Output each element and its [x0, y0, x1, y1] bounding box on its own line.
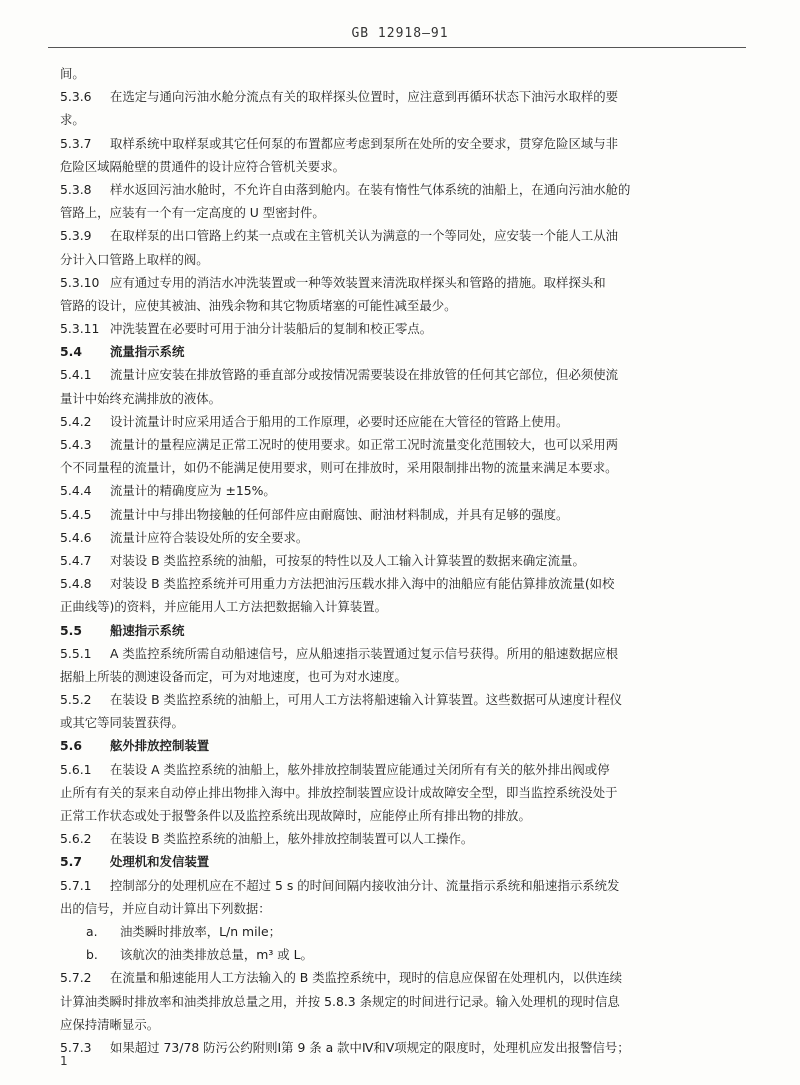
clause-number: 5.7.3 — [60, 1039, 92, 1055]
text-line — [60, 201, 728, 224]
clause-number: 5.5 — [60, 622, 82, 638]
clause-text: 应有通过专用的消洁水冲洗装置或一种等效装置来清洗取样探头和管路的措施。取样探头和 — [110, 274, 606, 290]
clause-text: 出的信号，并应自动计算出下列数据： — [60, 900, 271, 916]
clause-text: 在装设 B 类监控系统的油船上，可用人工方法将船速输入计算装置。这些数据可从速度计程仪 — [110, 692, 623, 708]
text-line — [60, 62, 728, 85]
clause-text: 对装设 B 类监控系统并可用重力方法把油污压载水排入海中的油船应有能估算排放流量(如校 — [110, 576, 615, 592]
clause-number: 5.4.6 — [60, 529, 92, 545]
clause-number: 5.4.7 — [60, 552, 92, 568]
text-line — [60, 642, 728, 665]
text-line — [60, 387, 728, 410]
text-line — [60, 966, 728, 989]
text-line — [60, 665, 728, 688]
clause-text: 求。 — [60, 112, 85, 128]
document-body — [60, 62, 728, 1059]
text-line — [60, 155, 728, 178]
text-line — [60, 456, 728, 479]
text-line — [60, 827, 728, 850]
document-header: GB 12918—91 — [351, 26, 449, 41]
clause-text: 冲洗装置在必要时可用于油分计装船后的复制和校正零点。 — [110, 321, 433, 337]
list-item — [60, 943, 728, 966]
text-line — [60, 781, 728, 804]
text-line — [60, 758, 728, 781]
clause-number: 5.4.4 — [60, 483, 92, 499]
clause-text: 危险区域隔舱壁的贯通件的设计应符合管机关要求。 — [60, 158, 345, 174]
text-line — [60, 1013, 728, 1036]
section-title: 舷外排放控制装置 — [110, 738, 210, 754]
clause-number: 5.6 — [60, 738, 82, 754]
section-title: 流量指示系统 — [110, 344, 185, 360]
clause-number: 5.6.2 — [60, 831, 92, 847]
clause-text: 流量计的精确度应为 ±15%。 — [110, 483, 276, 499]
text-line — [60, 1036, 728, 1059]
list-item — [60, 920, 728, 943]
clause-text: 管路的设计，应使其被油、油残余物和其它物质堵塞的可能性减至最少。 — [60, 297, 457, 313]
text-line — [60, 549, 728, 572]
text-line — [60, 572, 728, 595]
text-line — [60, 317, 728, 340]
clause-number: 5.3.7 — [60, 135, 92, 151]
clause-text: 在选定与通向污油水舱分流点有关的取样探头位置时，应注意到再循环状态下油污水取样的要 — [110, 89, 619, 105]
text-line — [60, 526, 728, 549]
section-title: 处理机和发信装置 — [110, 854, 210, 870]
list-item-label: a. — [86, 923, 98, 939]
clause-text: 应保持清晰显示。 — [60, 1016, 160, 1032]
section-heading — [60, 850, 728, 873]
text-line — [60, 711, 728, 734]
clause-number: 5.4.2 — [60, 413, 92, 429]
section-heading — [60, 619, 728, 642]
section-heading — [60, 340, 728, 363]
clause-number: 5.4.5 — [60, 506, 92, 522]
clause-text: 量计中始终充满排放的液体。 — [60, 390, 222, 406]
clause-number: 5.4 — [60, 344, 82, 360]
clause-text: 设计流量计时应采用适合于船用的工作原理，必要时还应能在大管径的管路上使用。 — [110, 413, 569, 429]
clause-number: 5.3.11 — [60, 321, 100, 337]
clause-text: 据船上所装的测速设备而定，可为对地速度，也可为对水速度。 — [60, 668, 407, 684]
text-line — [60, 410, 728, 433]
clause-number: 5.6.1 — [60, 761, 92, 777]
text-line — [60, 363, 728, 386]
page-number: 1 — [60, 1054, 68, 1068]
text-line — [60, 248, 728, 271]
text-line — [60, 990, 728, 1013]
clause-text: 在装设 A 类监控系统的油船上，舷外排放控制装置应能通过关闭所有有关的舷外排出阀或停 — [110, 761, 610, 777]
header-rule — [48, 47, 746, 48]
clause-text: 在装设 B 类监控系统的油船上，舷外排放控制装置可以人工操作。 — [110, 831, 474, 847]
clause-text: 油类瞬时排放率，L/n mile； — [120, 923, 281, 939]
clause-text: 在流量和船速能用人工方法输入的 B 类监控系统中，现时的信息应保留在处理机内，以供连续 — [110, 970, 623, 986]
clause-number: 5.3.10 — [60, 274, 100, 290]
clause-number: 5.3.9 — [60, 228, 92, 244]
text-line — [60, 85, 728, 108]
clause-text: 正常工作状态或处于报警条件以及监控系统出现故障时，应能停止所有排出物的排放。 — [60, 808, 531, 823]
clause-text: 计算油类瞬时排放率和油类排放总量之用，并按 5.8.3 条规定的时间进行记录。输入处理机的现时信息 — [60, 993, 620, 1009]
text-line — [60, 108, 728, 131]
clause-text: 流量计应安装在排放管路的垂直部分或按情况需要装设在排放管的任何其它部位，但必须使流 — [110, 367, 619, 383]
section-heading — [60, 734, 728, 757]
clause-number: 5.4.8 — [60, 576, 92, 592]
text-line — [60, 595, 728, 618]
text-line — [60, 897, 728, 920]
clause-text: 样水返回污油水舱时，不允许自由落到舱内。在装有惰性气体系统的油船上，在通向污油水舱的 — [110, 181, 631, 197]
clause-text: 管路上，应装有一个有一定高度的 U 型密封件。 — [60, 205, 325, 221]
clause-text: 在取样泵的出口管路上约某一点或在主管机关认为满意的一个等同处，应安装一个能人工从油 — [110, 228, 619, 244]
clause-text: 个不同量程的流量计，如仍不能满足使用要求，则可在排放时，采用限制排出物的流量来满足本要求。 — [60, 460, 618, 476]
clause-text: 如果超过 73/78 防污公约附则Ⅰ第 9 条 a 款中Ⅳ和Ⅴ项规定的限度时，处理机应发出报警信号； — [110, 1039, 630, 1055]
clause-number: 5.3.8 — [60, 181, 92, 197]
clause-number: 5.5.2 — [60, 692, 92, 708]
clause-text: 流量计应符合装设处所的安全要求。 — [110, 529, 309, 545]
clause-number: 5.4.1 — [60, 367, 92, 383]
text-line — [60, 178, 728, 201]
clause-text: 正曲线等)的资料，并应能用人工方法把数据输入计算装置。 — [60, 599, 387, 615]
text-line — [60, 479, 728, 502]
clause-text: 流量计的量程应满足正常工况时的使用要求。如正常工况时流量变化范围较大，也可以采用两 — [110, 437, 619, 452]
clause-text: 间。 — [60, 66, 85, 81]
text-line — [60, 433, 728, 456]
clause-text: 分计入口管路上取样的阀。 — [60, 251, 209, 267]
clause-text: 控制部分的处理机应在不超过 5 s 的时间间隔内接收油分计、流量指示系统和船速指示系统发 — [110, 877, 620, 893]
clause-number: 5.4.3 — [60, 437, 92, 452]
clause-number: 5.7.2 — [60, 970, 92, 986]
clause-text: 流量计中与排出物接触的任何部件应由耐腐蚀、耐油材料制成，并具有足够的强度。 — [110, 506, 569, 522]
list-item-label: b. — [86, 947, 98, 963]
clause-text: 该航次的油类排放总量，m³ 或 L。 — [120, 947, 313, 963]
text-line — [60, 804, 728, 827]
text-line — [60, 224, 728, 247]
clause-number: 5.3.6 — [60, 89, 92, 105]
clause-text: 对装设 B 类监控系统的油船，可按泵的特性以及人工输入计算装置的数据来确定流量。 — [110, 552, 585, 568]
clause-number: 5.7 — [60, 854, 82, 870]
text-line — [60, 874, 728, 897]
clause-number: 5.7.1 — [60, 877, 92, 893]
clause-text: A 类监控系统所需自动船速信号，应从船速指示装置通过复示信号获得。所用的船速数据应根 — [110, 645, 619, 661]
clause-text: 取样系统中取样泵或其它任何泵的布置都应考虑到泵所在处所的安全要求，贯穿危险区域与非 — [110, 135, 619, 151]
clause-text: 或其它等同装置获得。 — [60, 715, 184, 731]
text-line — [60, 688, 728, 711]
text-line — [60, 132, 728, 155]
text-line — [60, 271, 728, 294]
clause-number: 5.5.1 — [60, 645, 92, 661]
clause-text: 止所有有关的泵来自动停止排出物排入海中。排放控制装置应设计成故障安全型，即当监控系统没处于 — [60, 784, 618, 800]
text-line — [60, 503, 728, 526]
text-line — [60, 294, 728, 317]
section-title: 船速指示系统 — [110, 622, 185, 638]
